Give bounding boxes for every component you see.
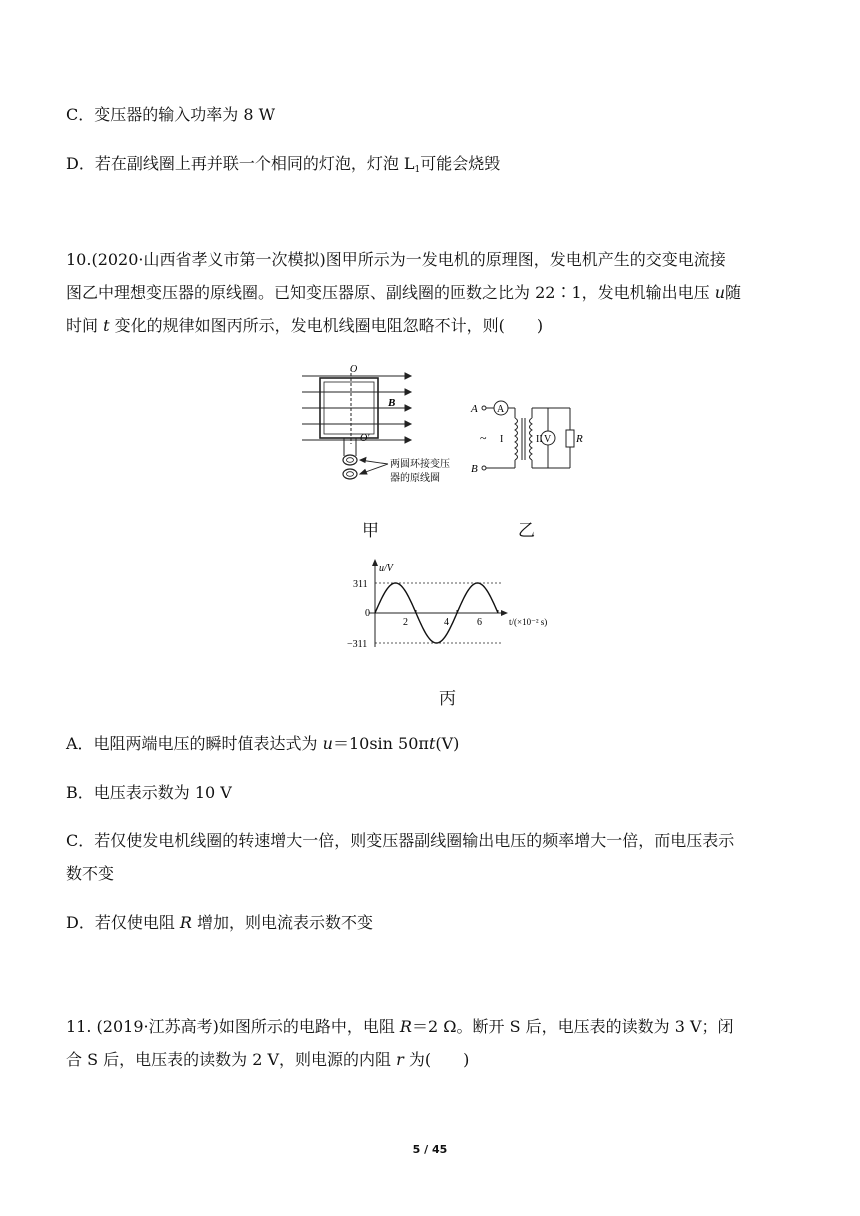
figure-jia-generator — [300, 362, 465, 487]
q11-stem-line1: 11. (2019·江苏高考)如图所示的电路中，电阻 R＝2 Ω。断开 S 后，电压表的读数为 3 V；闭 — [66, 1017, 734, 1036]
y-tick-311: 311 — [353, 579, 368, 590]
rings-note-line2: 器的原线圈 — [390, 473, 440, 484]
caption-jia: 甲 — [362, 521, 379, 541]
terminal-b-label: B — [471, 463, 478, 475]
page-number: 5 / 45 — [412, 1143, 448, 1156]
x-tick-6: 6 — [477, 617, 482, 628]
q10-stem-line2: 图乙中理想变压器的原线圈。已知变压器原、副线圈的匝数之比为 22∶1，发电机输出电压 u随 — [66, 283, 742, 302]
resistor-label: R — [576, 433, 583, 445]
caption-bing: 丙 — [439, 689, 456, 709]
label-o: O — [350, 364, 358, 375]
primary-label: I — [500, 434, 504, 445]
caption-yi: 乙 — [518, 521, 535, 541]
y-tick-minus-311: −311 — [347, 639, 368, 650]
q10-option-d: D．若仅使电阻 R 增加，则电流表示数不变 — [66, 913, 374, 932]
ac-source-symbol: ~ — [480, 431, 487, 445]
figure-yi-transformer — [470, 390, 590, 480]
voltmeter-symbol: V — [544, 434, 552, 445]
q11-stem-line2: 合 S 后，电压表的读数为 2 V，则电源的内阻 r 为( ) — [66, 1050, 470, 1069]
q10-option-c-line1: C．若仅使发电机线圈的转速增大一倍，则变压器副线圈输出电压的频率增大一倍，而电压表示 — [66, 831, 735, 850]
q10-stem-line3: 时间 t 变化的规律如图丙所示，发电机线圈电阻忽略不计，则( ) — [66, 316, 544, 335]
terminal-a-label: A — [471, 403, 478, 415]
q10-option-a: A．电阻两端电压的瞬时值表达式为 u＝10sin 50πt(V) — [66, 734, 460, 753]
x-axis-label: t/(×10⁻² s) — [509, 617, 548, 627]
label-b-field: B — [388, 397, 396, 409]
q9-option-c: C．变压器的输入功率为 8 W — [66, 105, 276, 124]
x-tick-2: 2 — [403, 617, 408, 628]
ammeter-symbol: A — [497, 404, 505, 415]
q10-stem-line1: 10.(2020·山西省孝义市第一次模拟)图甲所示为一发电机的原理图，发电机产生的交变电流接 — [66, 250, 726, 269]
x-tick-4: 4 — [444, 617, 449, 628]
label-o-prime: O′ — [360, 433, 370, 444]
figure-bing-voltage-chart — [335, 557, 565, 652]
y-axis-label: u/V — [379, 563, 393, 574]
q10-option-c-line2: 数不变 — [66, 864, 115, 883]
q9-option-d: D．若在副线圈上再并联一个相同的灯泡，灯泡 $L_1$可能会烧毁 — [66, 154, 501, 175]
rings-note-line1: 两圆环接变压 — [390, 459, 450, 470]
secondary-label: II — [536, 434, 543, 445]
y-tick-0: 0 — [365, 608, 370, 619]
q10-option-b: B．电压表示数为 10 V — [66, 783, 232, 802]
